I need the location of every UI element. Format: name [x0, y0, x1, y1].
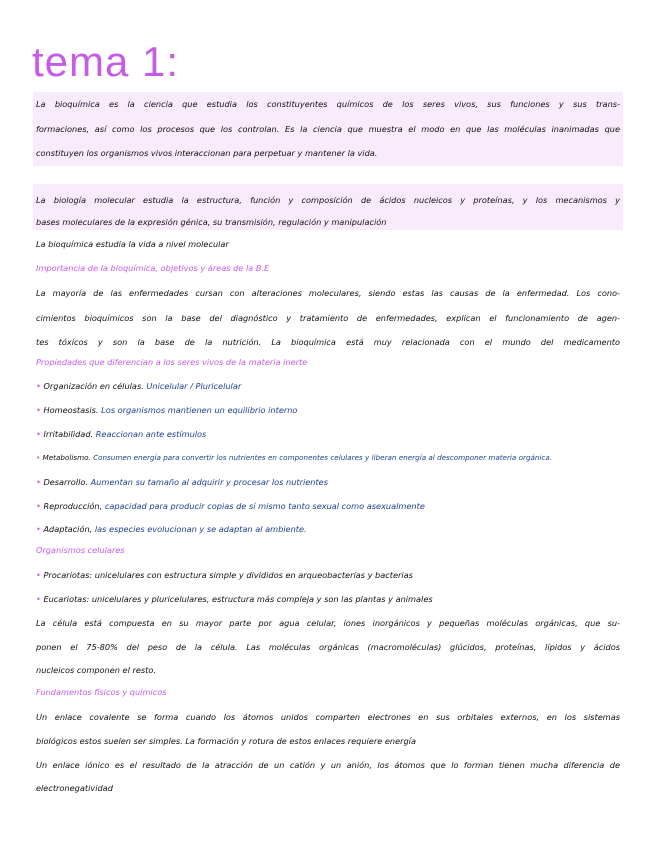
text-line: formaciones, así como los procesos que los controlan. Es la ciencia que muestra el modo en que las moléculas inanimadas que [36, 124, 620, 134]
list-item [36, 452, 620, 464]
bullet-icon: • [36, 524, 44, 534]
section-heading: Organismos celulares [36, 545, 125, 555]
bullet-icon: • [36, 405, 44, 415]
bullet-icon: • [36, 429, 44, 439]
list-item [36, 404, 620, 416]
description: capacidad para producir copias de sí mismo tanto sexual como asexualmente [104, 501, 425, 511]
item-text: Procariotas: unicelulares con estructura simple y divididos en arqueobacterias y bacterias [43, 570, 413, 580]
text-line: nucleicos componen el resto. [36, 665, 156, 675]
section-heading: Fundamentos físicos y químicos [36, 687, 167, 697]
text-line: biológicos estos suelen ser simples. La formación y rotura de estos enlaces requiere energía [36, 736, 416, 746]
term: Organización en células. [43, 381, 144, 391]
list-item [36, 523, 620, 535]
bullet-icon: • [36, 381, 44, 391]
text-line: cimientos bioquímicos son la base del diagnóstico y tratamiento de enfermedades, explican el funcionamiento de agen- [36, 313, 620, 323]
text-line: Un enlace iónico es el resultado de la atracción de un catión y un anión, los átomos que lo forman tienen mucha diferencia de [36, 760, 620, 770]
bullet-icon: • [36, 594, 44, 604]
description: Los organismos mantienen un equilibrio interno [101, 405, 298, 415]
term: Homeostasis. [43, 405, 99, 415]
description: Reaccionan ante estímulos [95, 429, 207, 439]
term: Desarrollo. [43, 477, 88, 487]
text-line: bases moleculares de la expresión génica, su transmisión, regulación y manipulación [36, 217, 387, 227]
bullet-icon: • [36, 477, 44, 487]
term: Irritabilidad. [43, 429, 94, 439]
text-line: electronegatividad [36, 783, 113, 793]
text-line: ponen el 75-80% del peso de la célula. Las moléculas orgánicas (macromoléculas) glúcidos, proteínas, lípidos y ácidos [36, 642, 620, 652]
description: Unicelular / Pluricelular [146, 381, 242, 391]
description: Aumentan su tamaño al adquirir y procesar los nutrientes [90, 477, 328, 487]
text-line: tes tóxicos y son la base de la nutrición. La bioquímica está muy relacionada con el mundo del medicamento [36, 337, 620, 347]
term: Metabolismo. [42, 453, 91, 462]
section-heading: Importancia de la bioquímica, objetivos y áreas de la B.E [36, 263, 270, 273]
text-line: La bioquímica es la ciencia que estudia los constituyentes químicos de los seres vivos, sus funciones y sus trans- [36, 99, 620, 109]
text-line: La mayoría de las enfermedades cursan con alteraciones moleculares, siendo estas las causas de la enfermedad. Los cono- [36, 288, 620, 298]
bullet-icon: • [36, 453, 43, 462]
item-text: Eucariotas: unicelulares y pluricelulares, estructura más compleja y son las plantas y animales [43, 594, 433, 604]
term: Adaptación, [43, 524, 93, 534]
list-item [36, 593, 620, 605]
text-line: Un enlace covalente se forma cuando los átomos unidos comparten electrones en sus orbitales externos, en los sistemas [36, 712, 620, 722]
list-item [36, 500, 620, 512]
text-line: La bioquímica estudia la vida a nivel molecular [36, 239, 229, 249]
bullet-icon: • [36, 501, 44, 511]
text-line: La biología molecular estudia la estructura, función y composición de ácidos nucleicos y proteínas, y los mecanismos y [36, 195, 620, 205]
term: Reproducción, [43, 501, 103, 511]
description: las especies evolucionan y se adaptan al ambiente. [94, 524, 307, 534]
description: Consumen energía para convertir los nutrientes en componentes celulares y liberan energía al descomponer materia orgánica. [93, 453, 553, 462]
bullet-icon: • [36, 570, 44, 580]
list-item [36, 569, 620, 581]
text-line: La célula está compuesta en su mayor parte por agua celular, iones inorgánicos y pequeñas moléculas orgánicas, que su- [36, 618, 620, 628]
page-title: tema 1: [32, 38, 180, 85]
list-item [36, 428, 620, 440]
section-heading: Propiedades que diferencian a los seres vivos de la materia inerte [36, 357, 308, 367]
text-line: constituyen los organismos vivos interaccionan para perpetuar y mantener la vida. [36, 148, 378, 158]
list-item [36, 476, 620, 488]
list-item [36, 380, 620, 392]
